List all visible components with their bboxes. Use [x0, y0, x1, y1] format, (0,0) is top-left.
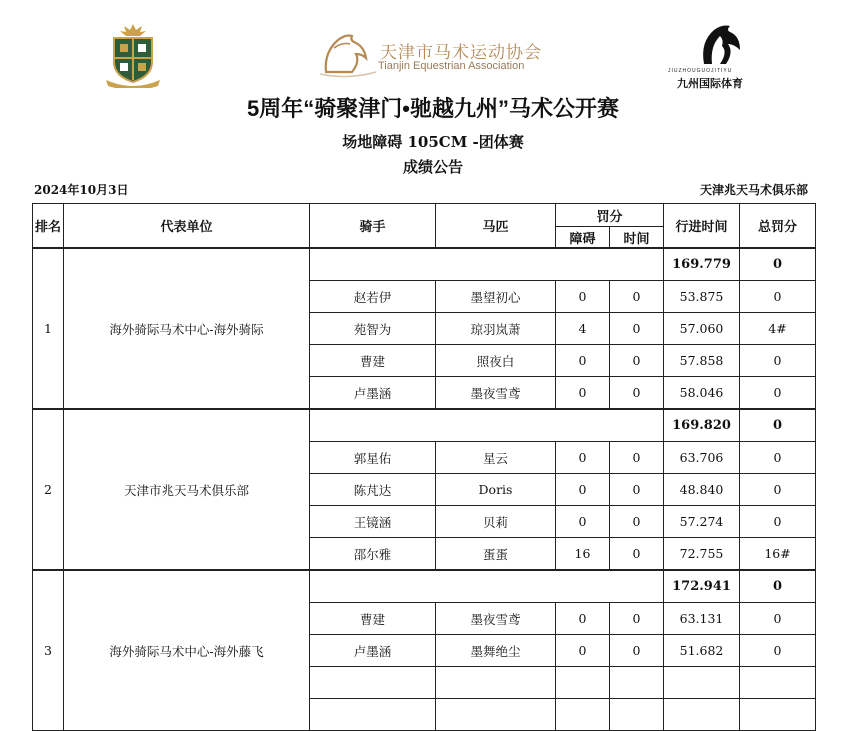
rider-cell: 卢墨涵: [310, 377, 436, 410]
penalty-cell: 0: [740, 345, 816, 377]
association-name-en: Tianjin Equestrian Association: [378, 60, 525, 72]
time-cell: [610, 667, 664, 699]
travel-time-cell: 58.046: [664, 377, 740, 410]
team-summary-row: [33, 570, 816, 603]
travel-time-cell: 57.274: [664, 506, 740, 538]
horse-cell: 墨舞绝尘: [436, 635, 556, 667]
time-cell: 0: [610, 345, 664, 377]
time-cell: [610, 699, 664, 731]
header-time: 时间: [610, 227, 664, 249]
travel-time-cell: 57.060: [664, 313, 740, 345]
team-summary-blank: [310, 248, 664, 281]
team-rank: 1: [33, 248, 64, 409]
travel-time-cell: [664, 699, 740, 731]
penalty-cell: 0: [740, 506, 816, 538]
team-unit: 天津市兆天马术俱乐部: [64, 409, 310, 570]
horse-cell: Doris: [436, 474, 556, 506]
header-obstacle: 障碍: [556, 227, 610, 249]
results-announcement: 成绩公告: [402, 158, 463, 176]
penalty-cell: 0: [740, 635, 816, 667]
horse-cell: 琼羽岚萧: [436, 313, 556, 345]
team-total-penalty: 0: [740, 248, 816, 281]
time-cell: 0: [610, 538, 664, 571]
team-rank: 3: [33, 570, 64, 731]
penalty-cell: [740, 667, 816, 699]
jiuzhou-brand-name: 九州国际体育: [677, 78, 743, 90]
horse-cell: 墨望初心: [436, 281, 556, 313]
obstacle-cell: [556, 699, 610, 731]
jiuzhou-tiny-text: JIUZHOUGUOJITIYU: [668, 68, 733, 74]
obstacle-cell: 0: [556, 474, 610, 506]
time-cell: 0: [610, 474, 664, 506]
jiuzhou-horse-logo-icon: [690, 22, 754, 66]
horse-head-logo-icon: [316, 28, 380, 78]
header-unit: 代表单位: [64, 204, 310, 249]
team-summary-blank: [310, 570, 664, 603]
time-cell: 0: [610, 281, 664, 313]
rider-cell: 王镜涵: [310, 506, 436, 538]
team-total-time: 169.779: [664, 248, 740, 281]
header-rider: 骑手: [310, 204, 436, 249]
team-total-penalty: 0: [740, 409, 816, 442]
time-cell: 0: [610, 313, 664, 345]
horse-cell: 蛋蛋: [436, 538, 556, 571]
obstacle-cell: 0: [556, 377, 610, 410]
team-summary-blank: [310, 409, 664, 442]
team-group: [33, 409, 816, 570]
header-travel-time: 行进时间: [664, 204, 740, 249]
penalty-cell: [740, 699, 816, 731]
penalty-cell: 0: [740, 603, 816, 635]
obstacle-cell: 16: [556, 538, 610, 571]
obstacle-cell: 0: [556, 603, 610, 635]
travel-time-cell: 63.706: [664, 442, 740, 474]
travel-time-cell: 72.755: [664, 538, 740, 571]
obstacle-cell: 0: [556, 635, 610, 667]
rider-cell: 郭星佑: [310, 442, 436, 474]
horse-cell: [436, 699, 556, 731]
obstacle-cell: 0: [556, 281, 610, 313]
table-header: [33, 204, 816, 249]
header-penalty: 罚分: [556, 204, 664, 227]
rider-cell: [310, 699, 436, 731]
travel-time-cell: 63.131: [664, 603, 740, 635]
team-group: [33, 570, 816, 731]
header-rank: 排名: [33, 204, 64, 249]
team-total-time: 169.820: [664, 409, 740, 442]
time-cell: 0: [610, 442, 664, 474]
event-title: 5周年“骑聚津门•驰越九州”马术公开赛: [247, 96, 619, 121]
team-summary-row: [33, 409, 816, 442]
time-cell: 0: [610, 635, 664, 667]
travel-time-cell: [664, 667, 740, 699]
rider-cell: 曹建: [310, 345, 436, 377]
team-summary-row: [33, 248, 816, 281]
penalty-cell: 4#: [740, 313, 816, 345]
document-header: [0, 0, 866, 90]
team-group: [33, 248, 816, 409]
time-cell: 0: [610, 603, 664, 635]
obstacle-cell: 0: [556, 442, 610, 474]
team-rank: 2: [33, 409, 64, 570]
event-subtitle: 场地障碍 105CM -团体赛: [342, 133, 524, 151]
rider-cell: [310, 667, 436, 699]
travel-time-cell: 51.682: [664, 635, 740, 667]
penalty-cell: 0: [740, 377, 816, 410]
club-crest-icon: [100, 22, 166, 88]
penalty-cell: 16#: [740, 538, 816, 571]
rider-cell: 卢墨涵: [310, 635, 436, 667]
horse-cell: [436, 667, 556, 699]
horse-cell: 贝莉: [436, 506, 556, 538]
header-horse: 马匹: [436, 204, 556, 249]
organizer-name: 天津兆天马术俱乐部: [699, 183, 808, 197]
penalty-cell: 0: [740, 474, 816, 506]
event-date: 2024年10月3日: [34, 183, 129, 197]
penalty-cell: 0: [740, 281, 816, 313]
obstacle-cell: 0: [556, 345, 610, 377]
travel-time-cell: 57.858: [664, 345, 740, 377]
time-cell: 0: [610, 506, 664, 538]
rider-cell: 曹建: [310, 603, 436, 635]
horse-cell: 照夜白: [436, 345, 556, 377]
travel-time-cell: 53.875: [664, 281, 740, 313]
header-total-penalty: 总罚分: [740, 204, 816, 249]
team-total-penalty: 0: [740, 570, 816, 603]
travel-time-cell: 48.840: [664, 474, 740, 506]
association-name-cn: 天津市马术运动协会: [380, 43, 542, 62]
rider-cell: 邵尔雅: [310, 538, 436, 571]
team-total-time: 172.941: [664, 570, 740, 603]
team-unit: 海外骑际马术中心-海外藤飞: [64, 570, 310, 731]
rider-cell: 苑智为: [310, 313, 436, 345]
rider-cell: 陈芃达: [310, 474, 436, 506]
team-unit: 海外骑际马术中心-海外骑际: [64, 248, 310, 409]
horse-cell: 星云: [436, 442, 556, 474]
penalty-cell: 0: [740, 442, 816, 474]
obstacle-cell: 4: [556, 313, 610, 345]
rider-cell: 赵若伊: [310, 281, 436, 313]
obstacle-cell: 0: [556, 506, 610, 538]
obstacle-cell: [556, 667, 610, 699]
time-cell: 0: [610, 377, 664, 410]
horse-cell: 墨夜雪鸢: [436, 377, 556, 410]
horse-cell: 墨夜雪鸢: [436, 603, 556, 635]
results-table: [32, 203, 816, 731]
